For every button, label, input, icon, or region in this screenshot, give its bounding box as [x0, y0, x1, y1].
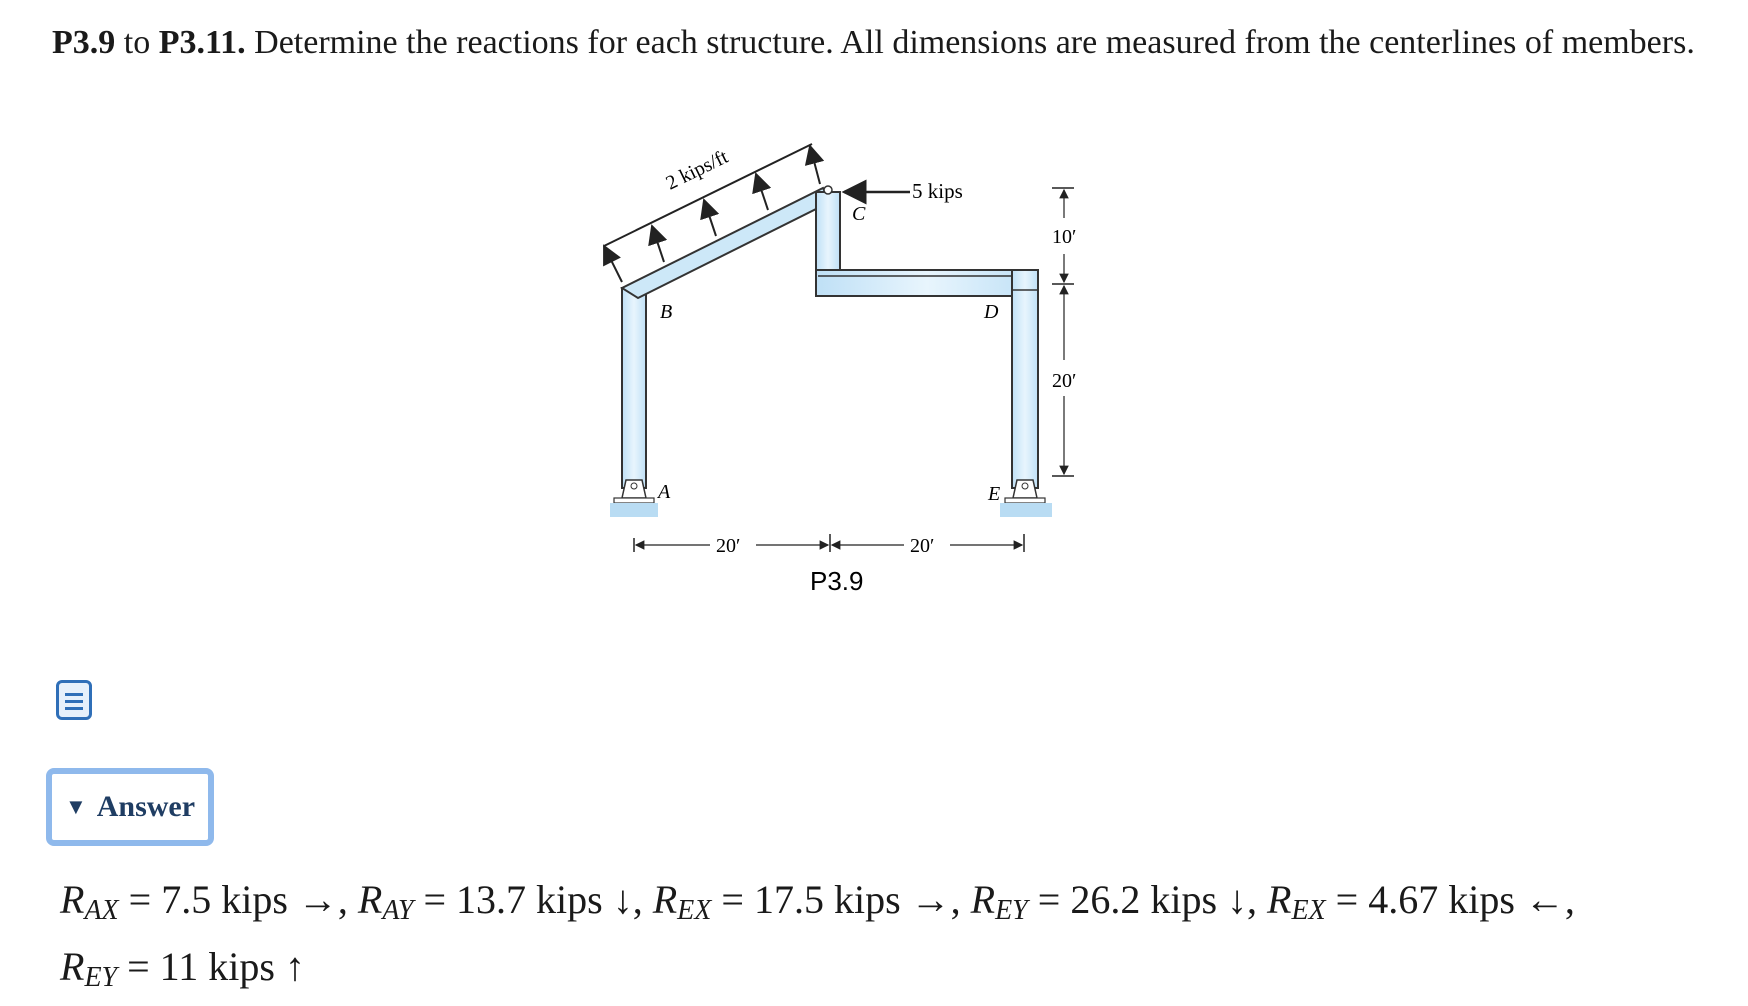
answer-button-label: Answer: [96, 790, 196, 823]
support-e: [1000, 480, 1052, 517]
dim-right-span: 20′: [910, 535, 935, 557]
node-label-e: E: [988, 483, 1001, 505]
problem-text: Determine the reactions for each structure. All dimensions are measured from the centerlines of members.: [254, 24, 1695, 61]
beam-cd: [816, 270, 1038, 296]
distributed-load-label: 2 kips/ft: [662, 145, 732, 195]
node-label-b: B: [660, 301, 673, 323]
answer-part-2: $R_{AY} = 13.7$ kips ↓,: [357, 877, 643, 926]
figure-caption: P3.9: [810, 566, 864, 596]
vertical-dimensions: [1052, 188, 1076, 476]
dim-left-span: 20′: [716, 535, 741, 557]
structure-figure: [658, 145, 1420, 670]
dim-top-rise: 10′: [1052, 226, 1077, 248]
node-label-d: D: [984, 301, 999, 323]
node-label-a: A: [658, 481, 671, 503]
problem-to: to: [123, 24, 151, 61]
answer-part-4: $R_{EY} = 26.2$ kips ↓,: [970, 877, 1258, 926]
problem-id-end: P3.11.: [158, 24, 246, 61]
column-de: [1012, 270, 1038, 488]
answer-text: [60, 872, 1720, 1006]
node-label-c: C: [852, 203, 866, 225]
problem-statement: [52, 16, 1732, 70]
answer-part-3: $R_{EX} = 17.5$ kips →,: [652, 877, 961, 926]
hinge-c: [824, 186, 832, 194]
inclined-member-bc: [622, 188, 830, 298]
answer-part-1: $R_{AX} = 7.5$ kips →,: [60, 877, 348, 926]
answer-toggle-button[interactable]: [46, 768, 214, 846]
answer-part-5: $R_{EX} = 4.67$ kips ←,: [1267, 877, 1575, 926]
column-ab: [622, 288, 646, 488]
horizontal-dimensions: [634, 534, 1024, 557]
answer-part-6: $R_{EY} = 11$ kips ↑: [60, 944, 305, 993]
dim-column-height: 20′: [1052, 370, 1077, 392]
point-load-label: 5 kips: [912, 179, 963, 203]
triangle-down-icon: ▼: [64, 794, 87, 819]
document-icon[interactable]: [56, 680, 92, 720]
support-a: [610, 480, 658, 517]
problem-id-start: P3.9: [52, 24, 116, 61]
